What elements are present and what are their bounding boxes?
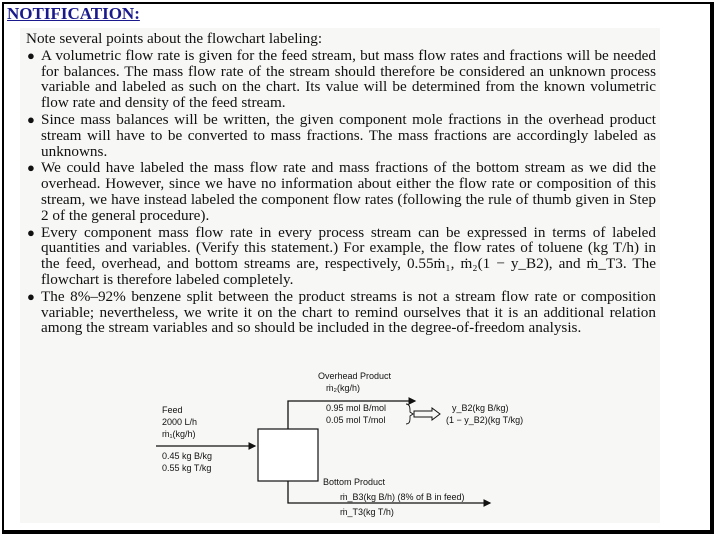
note-item — [26, 225, 656, 288]
bullet-icon: ● — [27, 288, 35, 304]
textbook-excerpt — [26, 31, 656, 337]
bullet-icon: ● — [27, 47, 35, 63]
note-text: We could have labeled the mass flow rate and mass fractions of the bottom stream as we did the overhead. However, since we have no information about either the flow rate or composition of this stream, we have instead labeled the component flow rates (following the rule of thumb given in Step 2 of the general procedure). — [41, 159, 656, 224]
brace-icon — [406, 404, 413, 424]
feed-flow: ṁ₁(kg/h) — [162, 429, 196, 439]
note-text: The 8%–92% benzene split between the product streams is not a stream flow rate or composition variable; nevertheless, we write it on the chart to remind ourselves that it is an additional relation among the stream variables and so should be included in the degree-of-freedom analysis. — [41, 287, 656, 337]
overhead-mol-b: 0.95 mol B/mol — [326, 403, 387, 413]
overhead-mass-t: (1 − y_B2)(kg T/kg) — [446, 415, 524, 425]
overhead-mol-t: 0.05 mol T/mol — [326, 415, 386, 425]
note-item — [26, 289, 656, 336]
overhead-flow: ṁ₂(kg/h) — [326, 383, 360, 393]
conversion-arrow-icon — [414, 408, 440, 420]
feed-frac-b: 0.45 kg B/kg — [162, 451, 213, 461]
overhead-mass-b: y_B2(kg B/kg) — [452, 403, 509, 413]
note-item — [26, 48, 656, 111]
bottom-flow-b: ṁ_B3(kg B/h) (8% of B in feed) — [340, 492, 465, 502]
feed-frac-t: 0.55 kg T/kg — [162, 463, 212, 473]
overhead-title: Overhead Product — [318, 371, 392, 381]
feed-title: Feed — [162, 405, 183, 415]
notes-list — [26, 48, 656, 336]
note-item — [26, 112, 656, 159]
note-text: A volumetric flow rate is given for the feed stream, but mass flow rates and fractions will be needed for balances. The mass flow rate of the stream should therefore be considered an unknown process variable and labeled as such on the chart. Its value will be determined from the known volumetric flow rate and density of the feed stream. — [41, 46, 656, 112]
feed-volumetric: 2000 L/h — [162, 417, 198, 427]
flowchart — [150, 368, 540, 524]
note-item — [26, 160, 656, 223]
bullet-icon: ● — [27, 111, 35, 127]
bottom-flow-t: ṁ_T3(kg T/h) — [340, 507, 394, 517]
process-unit-box — [258, 429, 318, 481]
slide-title: NOTIFICATION: — [7, 4, 140, 23]
note-text: Since mass balances will be written, the given component mole fractions in the overhead product stream will have to be converted to mass fractions. The mass fractions are accordingly labeled as unknowns. — [41, 110, 656, 160]
bottom-title: Bottom Product — [323, 477, 386, 487]
intro-text: Note several points about the flowchart labeling: — [26, 30, 323, 47]
bullet-icon: ● — [27, 160, 35, 176]
note-text: Every component mass flow rate in every process stream can be expressed in terms of labeled quantities and variables. (Verify this statement.) For example, the flow rates of toluene (kg T/h) in the feed, overhead, and bottom streams are, respectively, 0.55ṁ₁, ṁ₂(1 − y_B2), and ṁ_T3. The flowchart is therefore labeled completely. — [41, 223, 656, 288]
bullet-icon: ● — [27, 224, 35, 240]
